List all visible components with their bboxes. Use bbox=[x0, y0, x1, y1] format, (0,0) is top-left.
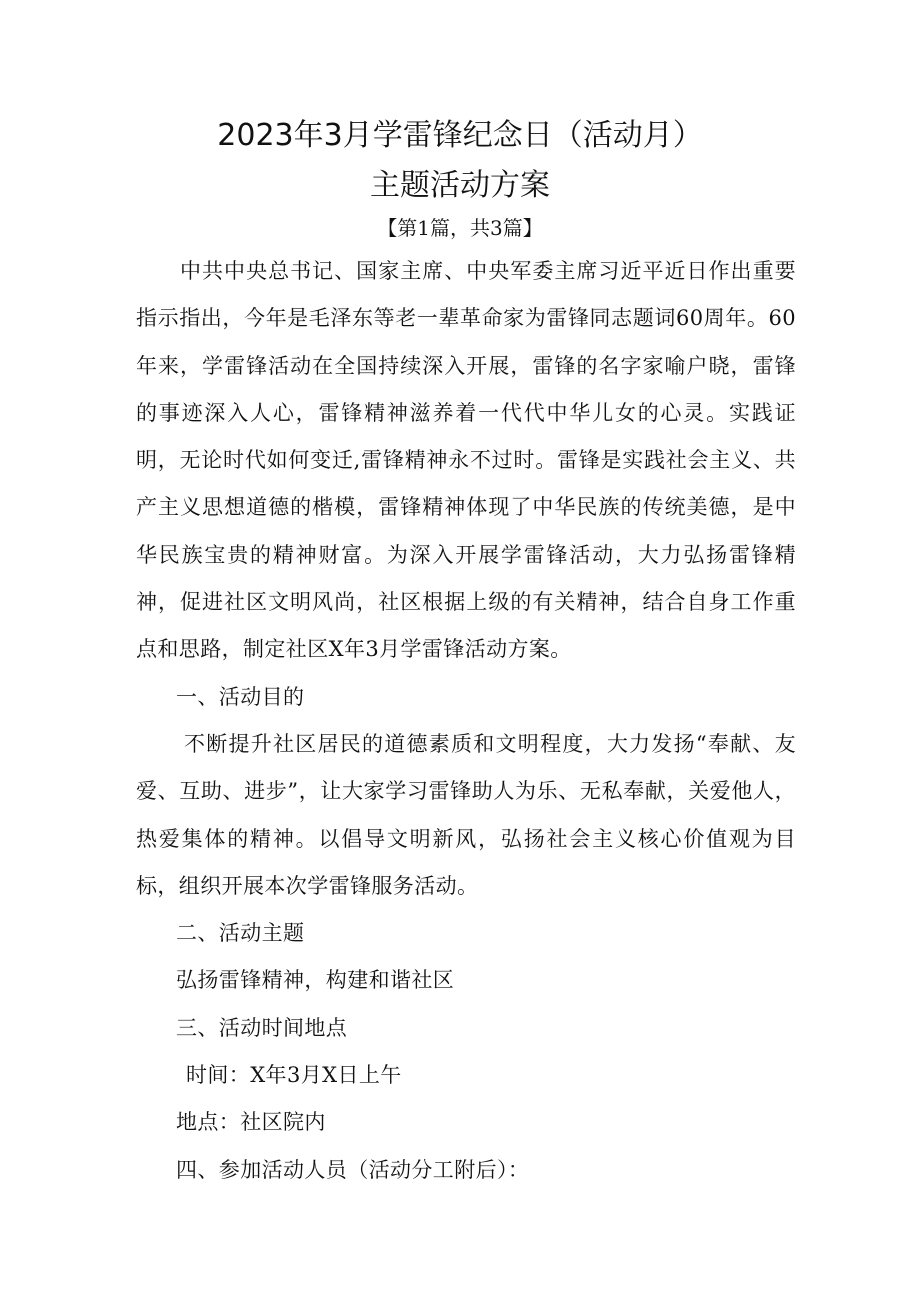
section-heading-time-place: 三、活动时间地点 bbox=[176, 1015, 348, 1040]
document-body bbox=[136, 248, 796, 1194]
theme-text: 弘扬雷锋精神，构建和谐社区 bbox=[176, 968, 455, 993]
time-text: 时间：X年3月X日上午 bbox=[186, 1063, 402, 1088]
purpose-paragraph: 不断提升社区居民的道德素质和文明程度，大力发扬“奉献、友爱、互助、进步”，让大家学习雷锋助人为乐、无私奉献，关爱他人，热爱集体的精神。以倡导文明新风，弘扬社会主义核心价值观为目标，组织开展本次学雷锋服务活动。 bbox=[136, 731, 796, 898]
section-heading-theme: 二、活动主题 bbox=[176, 921, 305, 946]
intro-paragraph: 中共中央总书记、国家主席、中央军委主席习近平近日作出重要指示指出，今年是毛泽东等老一辈革命家为雷锋同志题词60周年。60年来，学雷锋活动在全国持续深入开展，雷锋的名字家喻户晓，雷锋的事迹深入人心，雷锋精神滋养着一代代中华儿女的心灵。实践证明，无论时代如何变迁,雷锋精神永不过时。雷锋是实践社会主义、共产主义思想道德的楷模，雷锋精神体现了中华民族的传统美德，是中华民族宝贵的精神财富。为深入开展学雷锋活动，大力弘扬雷锋精神，促进社区文明风尚，社区根据上级的有关精神，结合自身工作重点和思路，制定社区X年3月学雷锋活动方案。 bbox=[136, 259, 796, 662]
document-title-line-2: 主题活动方案 bbox=[370, 168, 550, 203]
section-heading-purpose: 一、活动目的 bbox=[176, 684, 305, 709]
place-text: 地点：社区院内 bbox=[176, 1110, 326, 1135]
document-subtitle: 【第1篇，共3篇】 bbox=[377, 216, 543, 240]
section-heading-participants: 四、参加活动人员（活动分工附后）： bbox=[176, 1157, 530, 1182]
document-title-line-1: 2023年3月学雷锋纪念日（活动月） bbox=[217, 118, 703, 153]
